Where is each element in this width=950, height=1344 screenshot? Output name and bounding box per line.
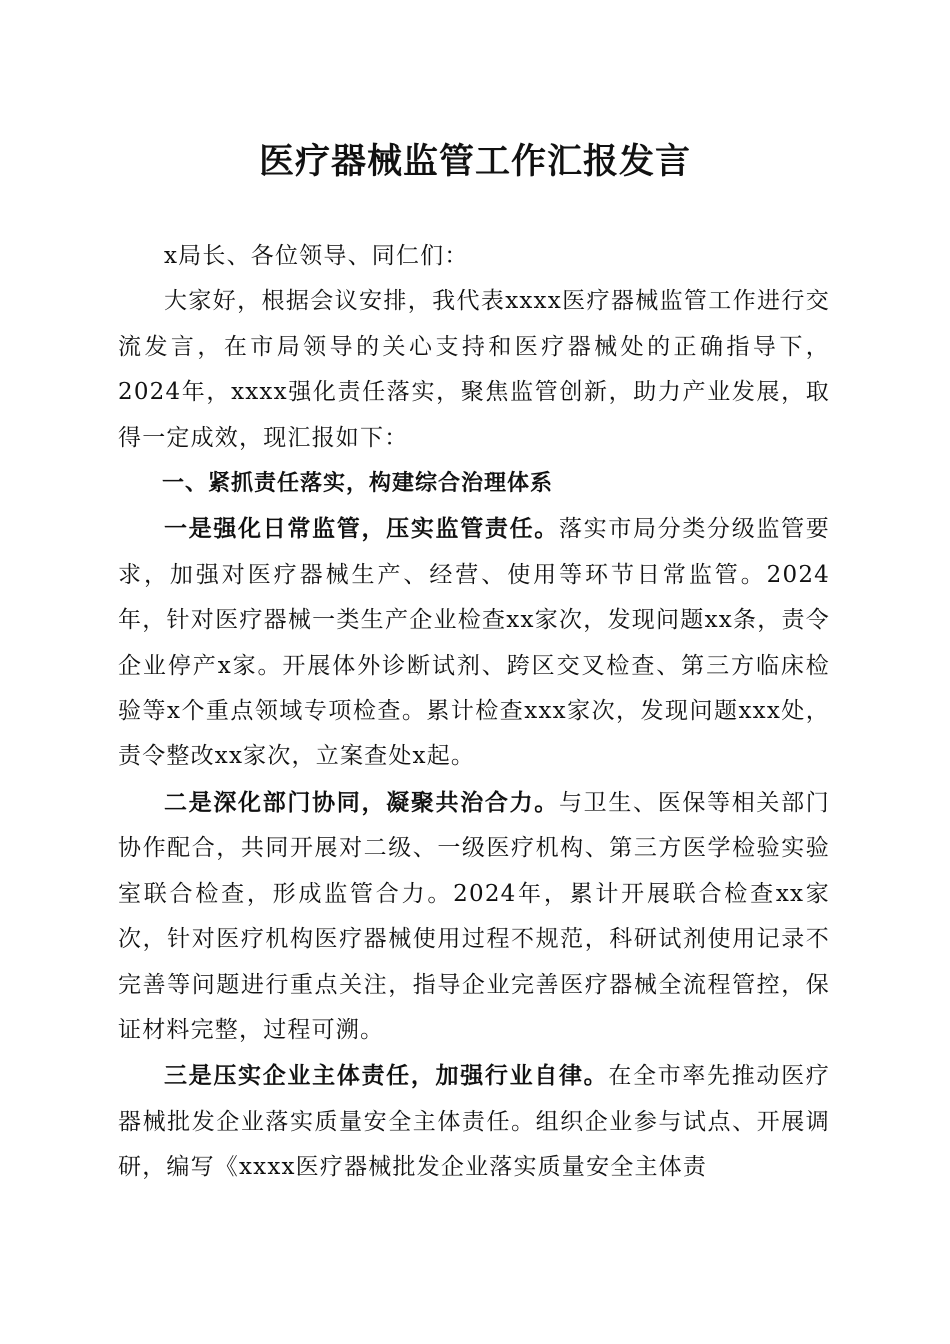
document-body bbox=[118, 234, 830, 1191]
item-text: 在全市率先推动医疗器械批发企业落实质量安全主体责任。组织企业参与试点、开展调研，编写《xxxx医疗器械批发企业落实质量安全主体责 bbox=[118, 1063, 830, 1181]
salutation: x局长、各位领导、同仁们： bbox=[164, 243, 469, 269]
section-heading: 一、紧抓责任落实，构建综合治理体系 bbox=[162, 471, 554, 497]
item-text: 与卫生、医保等相关部门协作配合，共同开展对二级、一级医疗机构、第三方医学检验实验室联合检查，形成监管合力。2024年，累计开展联合检查xx家次，针对医疗机构医疗器械使用过程不规范，科研试剂使用记录不完善等问题进行重点关注，指导企业完善医疗器械全流程管控，保证材料完整，过程可溯。 bbox=[118, 789, 830, 1043]
paragraph-item-2 bbox=[118, 780, 830, 1053]
intro-paragraph: 大家好，根据会议安排，我代表xxxx医疗器械监管工作进行交流发言，在市局领导的关心支持和医疗器械处的正确指导下，2024年，xxxx强化责任落实，聚焦监管创新，助力产业发展，取得一定成效，现汇报如下： bbox=[118, 288, 830, 451]
page-title: 医疗器械监管工作汇报发言 bbox=[258, 141, 691, 182]
item-lead: 一是强化日常监管，压实监管责任。 bbox=[164, 515, 559, 543]
item-lead: 三是压实企业主体责任，加强行业自律。 bbox=[164, 1062, 609, 1090]
paragraph-item-1 bbox=[118, 506, 830, 779]
paragraph-item-3 bbox=[118, 1053, 830, 1190]
item-lead: 二是深化部门协同，凝聚共治合力。 bbox=[164, 788, 559, 816]
item-text: 落实市局分类分级监管要求，加强对医疗器械生产、经营、使用等环节日常监管。2024年，针对医疗器械一类生产企业检查xx家次，发现问题xx条，责令企业停产x家。开展体外诊断试剂、跨区交叉检查、第三方临床检验等x个重点领域专项检查。累计检查xxx家次，发现问题xxx处，责令整改xx家次，立案查处x起。 bbox=[118, 516, 830, 770]
